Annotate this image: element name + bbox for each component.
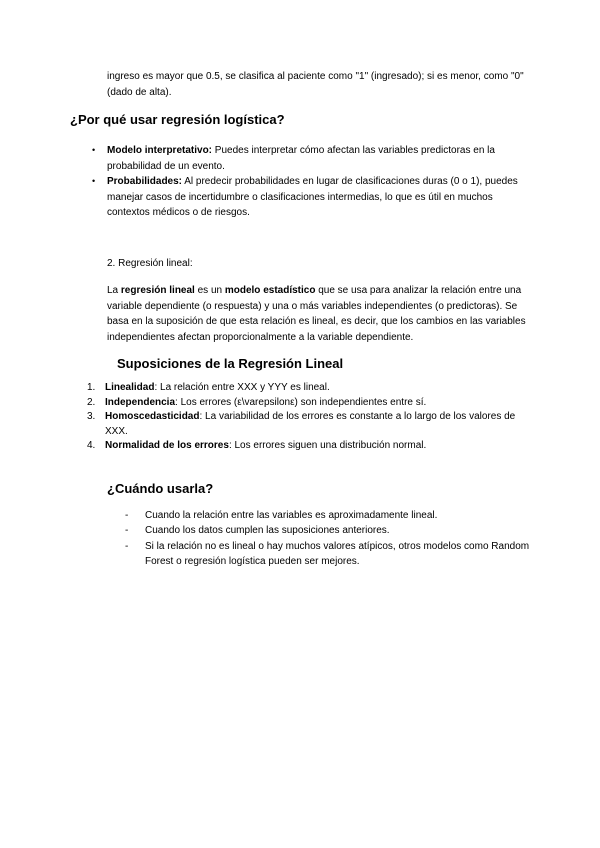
dash-text: Cuando la relación entre las variables es aproximadamente lineal. — [145, 509, 438, 521]
separator: : — [199, 411, 206, 422]
dash-text: Si la relación no es lineal o hay muchos valores atípicos, otros modelos como Random Forest o regresión logística pueden ser mejores. — [145, 540, 530, 567]
list-number: 4. — [87, 440, 96, 451]
assumption-label: Normalidad de los errores — [105, 440, 229, 451]
separator: : — [154, 382, 161, 393]
list-item — [70, 174, 533, 221]
list-item — [70, 396, 533, 411]
assumption-text: La relación entre XXX y YYY es lineal. — [160, 382, 330, 393]
dash-icon: - — [125, 525, 129, 536]
assumption-text: Los errores siguen una distribución normal. — [234, 440, 427, 451]
heading-assumptions: Suposiciones de la Regresión Lineal — [117, 356, 344, 371]
list-number: 1. — [87, 382, 96, 393]
when-dash-list — [70, 508, 536, 570]
intro-paragraph: ingreso es mayor que 0.5, se clasifica al paciente como "1" (ingresado); si es menor, como "0" (dado de alta). — [107, 71, 524, 98]
list-item — [70, 439, 533, 454]
bullet-label: Modelo interpretativo: — [107, 145, 213, 156]
list-item — [70, 523, 533, 539]
dash-icon: - — [125, 509, 129, 521]
page-content — [70, 0, 536, 570]
list-number: 3. — [87, 411, 96, 422]
bullet-icon: • — [92, 176, 96, 186]
list-number: 2. — [87, 396, 96, 408]
bullet-icon: • — [92, 145, 96, 155]
separator: : — [228, 440, 235, 451]
assumption-text: La variabilidad de los errores es constante a lo largo de los valores de XXX. — [105, 411, 516, 437]
bullet-text: Al predecir probabilidades en lugar de clasificaciones duras (0 o 1), puedes manejar casos de incertidumbre o clasificaciones intermedias, lo que es útil en muchos contextos médicos o de riesgos. — [107, 176, 518, 218]
list-item — [70, 143, 533, 174]
list-item — [70, 508, 533, 524]
assumption-label: Homoscedasticidad — [105, 411, 200, 422]
heading-why-logistic-regression: ¿Por qué usar regresión logística? — [70, 112, 285, 127]
dash-icon: - — [125, 540, 129, 552]
list-item — [70, 381, 533, 396]
heading-when-to-use: ¿Cuándo usarla? — [107, 480, 214, 496]
assumption-text: Los errores (ε\varepsilonε) son independientes entre sí. — [180, 396, 427, 408]
linear-regression-paragraph: La regresión lineal es un modelo estadístico que se usa para analizar la relación entre una variable dependiente (o respuesta) y una o más variables independientes (o predictoras). Se basa en la suposición de que esta relación es lineal, es decir, que los cambios en las variables independientes afectan proporcionalmente a la variable dependiente. — [107, 285, 526, 343]
bullet-text: Puedes interpretar cómo afectan las variables predictoras en la probabilidad de un evento. — [107, 145, 495, 172]
bullet-label: Probabilidades: — [107, 176, 183, 187]
dash-text: Cuando los datos cumplen las suposiciones anteriores. — [145, 525, 390, 536]
linear-regression-label: 2. Regresión lineal: — [107, 257, 193, 269]
list-item — [70, 539, 533, 570]
separator: : — [175, 396, 181, 408]
assumption-label: Linealidad — [105, 382, 155, 393]
list-item — [70, 410, 533, 439]
assumption-label: Independencia — [105, 396, 176, 408]
why-bullet-list — [70, 143, 536, 221]
assumptions-list — [70, 381, 536, 454]
